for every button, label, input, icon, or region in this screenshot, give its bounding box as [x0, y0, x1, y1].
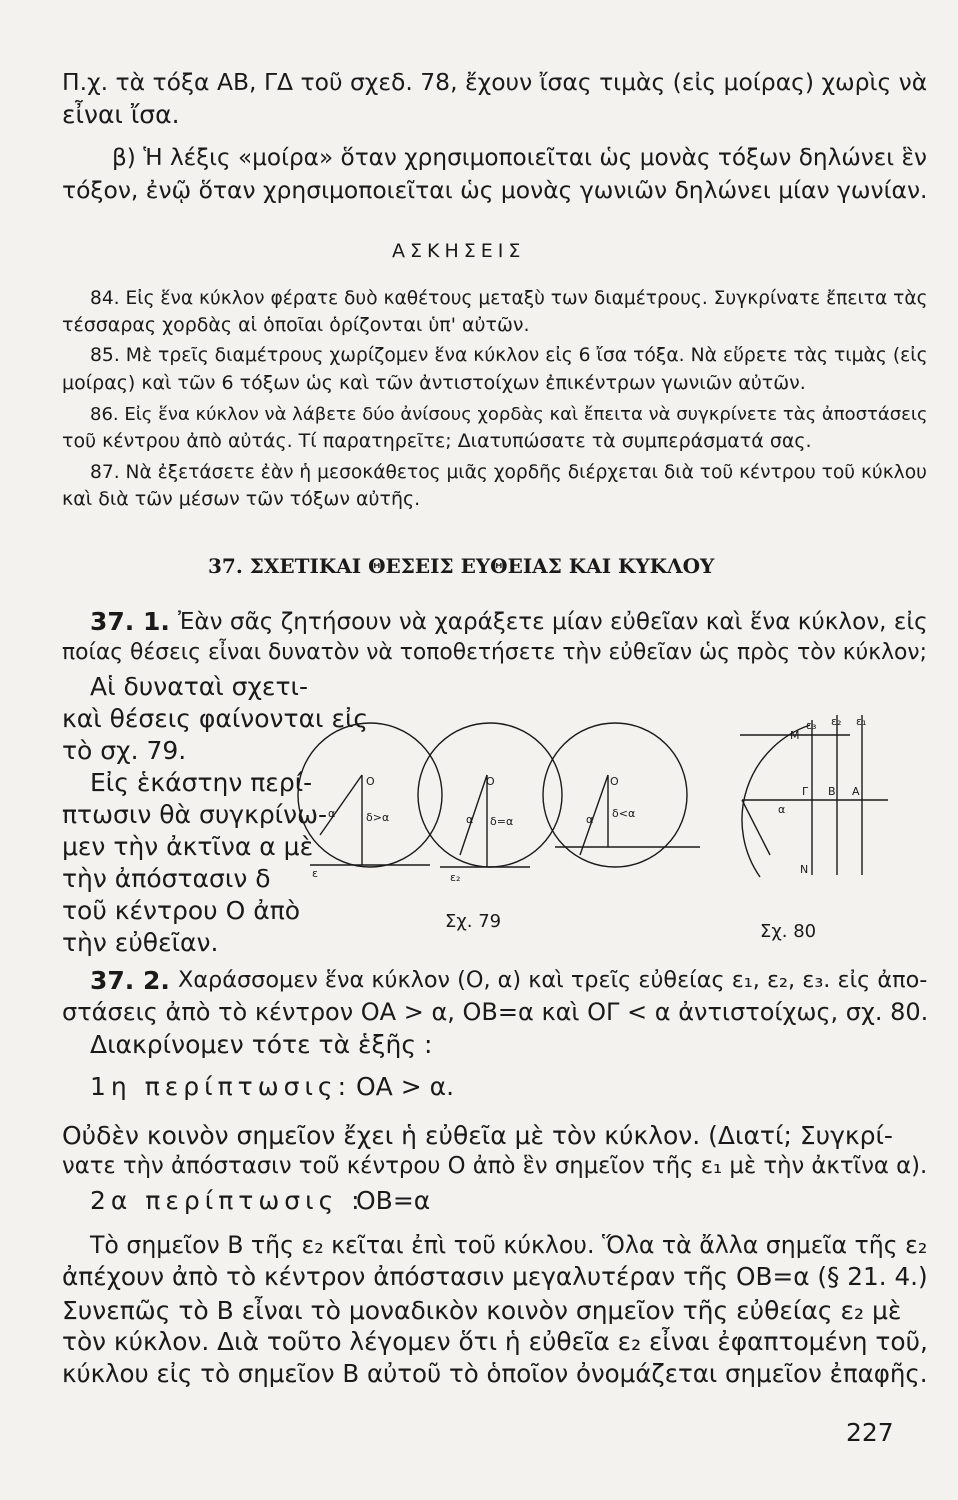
- fig79-circle-1: [298, 723, 442, 867]
- case-2-value: ΟΒ=α: [356, 1186, 431, 1215]
- case-2-line-5: κύκλου εἰς τὸ σημεῖον Β αὐτοῦ τὸ ὁποῖον ὀνομάζεται σημεῖον ἐπαφῆς.: [62, 1359, 928, 1388]
- fig79-label-e: ε: [312, 867, 318, 880]
- fig79-label-d2: δ=α: [490, 815, 514, 828]
- intro-line-2: εἶναι ἴσα.: [62, 100, 180, 129]
- paragraph-37-1-line-1: Ἐὰν σᾶς ζητήσουν νὰ χαράξετε μίαν εὐθεῖαν καὶ ἕνα κύκλον, εἰς: [178, 609, 928, 635]
- fig80-label-A: A: [852, 785, 860, 798]
- paragraph-37-2-line-2: στάσεις ἀπὸ τὸ κέντρον ΟΑ > α, ΟΒ=α καὶ ΟΓ < α ἀντιστοίχως, σχ. 80.: [62, 998, 929, 1026]
- exercise-84-line-2: τέσσαρας χορδὰς αἱ ὁποῖαι ὁρίζονται ὑπ' αὐτῶν.: [62, 314, 530, 336]
- case-1-line-1: Οὐδὲν κοινὸν σημεῖον ἔχει ἡ εὐθεῖα μὲ τὸν κύκλον. (Διατί; Συγκρί-: [62, 1121, 893, 1150]
- fig80-label-B: B: [828, 785, 836, 798]
- case-2-line-1: Τὸ σημεῖον Β τῆς ε₂ κεῖται ἐπὶ τοῦ κύκλου. Ὅλα τὰ ἄλλα σημεῖα τῆς ε₂: [90, 1231, 928, 1259]
- case-1-value: ΟΑ > α.: [356, 1072, 455, 1101]
- exercise-86-line-2: τοῦ κέντρου ἀπὸ αὐτάς. Τί παρατηρεῖτε; Διατυπώσατε τὰ συμπεράσματά σας.: [62, 430, 812, 452]
- fig79-label-o1: O: [366, 775, 375, 788]
- fig79-label-a1: α: [328, 807, 336, 820]
- exercise-86-line-1: 86. Εἰς ἕνα κύκλον νὰ λάβετε δύο ἀνίσους χορδὰς καὶ ἔπειτα νὰ συγκρίνετε τὰς ἀποστάσεις: [90, 404, 928, 425]
- paragraph-37-2-line-1: Χαράσσομεν ἕνα κύκλον (Ο, α) καὶ τρεῖς εὐθείας ε₁, ε₂, ε₃. εἰς ἀπο-: [178, 967, 928, 993]
- fig80-label-N: N: [800, 863, 809, 876]
- paragraph-37-1-line-3: Αἱ δυναταὶ σχετι-: [90, 672, 308, 701]
- case-1-label: 1η περίπτωσις:: [90, 1072, 352, 1101]
- fig79-label-o2: O: [486, 775, 495, 788]
- case-2-line-3: Συνεπῶς τὸ Β εἶναι τὸ μοναδικὸν κοινὸν σημεῖον τῆς εὐθείας ε₂ μὲ: [62, 1296, 902, 1325]
- paragraph-37-1-line-2: ποίας θέσεις εἶναι δυνατὸν νὰ τοποθετήσετε τὴν εὐθεῖαν ὡς πρὸς τὸν κύκλον;: [62, 640, 927, 665]
- fig79-radius-2: [460, 775, 487, 855]
- fig79-radius-1: [320, 775, 362, 835]
- fig80-label-e1: ε₁: [856, 715, 867, 728]
- fig79-circle-2: [418, 723, 562, 867]
- paragraph-37-1-line-5: τὸ σχ. 79.: [62, 736, 187, 765]
- fig80-arc: [742, 725, 810, 877]
- paragraph-37-2-line-3: Διακρίνομεν τότε τὰ ἑξῆς :: [90, 1030, 433, 1059]
- paragraph-37-1-line-7: πτωσιν θὰ συγκρίνω-: [62, 800, 328, 829]
- paragraph-37-1-line-10: τοῦ κέντρου Ο ἀπὸ: [62, 896, 301, 925]
- exercise-87-line-2: καὶ διὰ τῶν μέσων τῶν τόξων αὐτῆς.: [62, 488, 421, 510]
- fig80-label-G: Γ: [802, 785, 809, 798]
- fig79-label-o3: O: [610, 775, 619, 788]
- fig80-caption: Σχ. 80: [760, 921, 817, 942]
- paragraph-37-1-number: 37. 1.: [90, 607, 170, 636]
- fig79-label-a2: α: [466, 813, 474, 826]
- intro-line-3: β) Ἡ λέξις «μοίρα» ὅταν χρησιμοποιεῖται ὡς μονὰς τόξων δηλώνει ἓν: [112, 144, 927, 171]
- exercise-85-line-2: μοίρας) καὶ τῶν 6 τόξων ὡς καὶ τῶν ἀντιστοίχων ἐπικέντρων γωνιῶν αὐτῶν.: [62, 372, 806, 394]
- fig80-label-a: α: [778, 803, 786, 816]
- case-2-line-4: τὸν κύκλον. Διὰ τοῦτο λέγομεν ὅτι ἡ εὐθεῖα ε₂ εἶναι ἐφαπτομένη τοῦ,: [62, 1327, 928, 1356]
- fig80-label-e2: ε₂: [831, 715, 842, 728]
- exercise-84-line-1: 84. Εἰς ἕνα κύκλον φέρατε δυὸ καθέτους μεταξὺ των διαμέτρους. Συγκρίνατε ἔπειτα τὰς: [90, 288, 928, 309]
- fig80-label-e3: ε₃: [806, 719, 817, 732]
- exercises-heading: ΑΣΚΗΣΕΙΣ: [392, 240, 526, 262]
- intro-line-1: Π.χ. τὰ τόξα ΑΒ, ΓΔ τοῦ σχεδ. 78, ἔχουν ἴσας τιμὰς (εἰς μοίρας) χωρὶς νὰ: [62, 68, 928, 96]
- fig79-label-d3: δ<α: [612, 807, 636, 820]
- fig79-circle-3: [543, 723, 687, 867]
- page-number: 227: [846, 1418, 894, 1447]
- paragraph-37-1-line-8: μεν τὴν ἀκτῖνα α μὲ: [62, 832, 314, 861]
- fig79-label-a3: α: [586, 813, 594, 826]
- fig79-label-d1: δ>α: [366, 811, 390, 824]
- paragraph-37-2-number: 37. 2.: [90, 966, 170, 995]
- case-2-label: 2α περίπτωσις :: [90, 1186, 365, 1215]
- case-1-line-2: νατε τὴν ἀπόστασιν τοῦ κέντρου Ο ἀπὸ ἓν σημεῖον τῆς ε₁ μὲ τὴν ἀκτῖνα α).: [62, 1153, 928, 1179]
- paragraph-37-1-line-11: τὴν εὐθεῖαν.: [62, 928, 219, 957]
- fig80-label-M: M: [790, 729, 800, 742]
- case-2-line-2: ἀπέχουν ἀπὸ τὸ κέντρον ἀπόστασιν μεγαλυτέραν τῆς ΟΒ=α (§ 21. 4.): [62, 1262, 928, 1291]
- exercise-87-line-1: 87. Νὰ ἐξετάσετε ἐὰν ἡ μεσοκάθετος μιᾶς χορδῆς διέρχεται διὰ τοῦ κέντρου τοῦ κύκλου: [90, 462, 927, 483]
- intro-line-4: τόξον, ἐνῷ ὅταν χρησιμοποιεῖται ὡς μονὰς γωνιῶν δηλώνει μίαν γωνίαν.: [62, 176, 928, 204]
- paragraph-37-1-line-9: τὴν ἀπόστασιν δ: [62, 864, 271, 893]
- exercise-85-line-1: 85. Μὲ τρεῖς διαμέτρους χωρίζομεν ἕνα κύκλον εἰς 6 ἴσα τόξα. Νὰ εὕρετε τὰς τιμὰς (εἰς: [90, 345, 928, 366]
- paragraph-37-1-line-4: καὶ θέσεις φαίνονται εἰς: [62, 704, 369, 733]
- paragraph-37-1-line-6: Εἰς ἑκάστην περί-: [90, 768, 313, 797]
- fig79-caption: Σχ. 79: [445, 911, 502, 932]
- section-title: 37. ΣΧΕΤΙΚΑΙ ΘΕΣΕΙΣ ΕΥΘΕΙΑΣ ΚΑΙ ΚΥΚΛΟΥ: [208, 554, 715, 578]
- fig79-label-e2: ε₂: [450, 871, 461, 884]
- figures-79-80: [290, 705, 900, 955]
- fig79-radius-3: [580, 775, 608, 855]
